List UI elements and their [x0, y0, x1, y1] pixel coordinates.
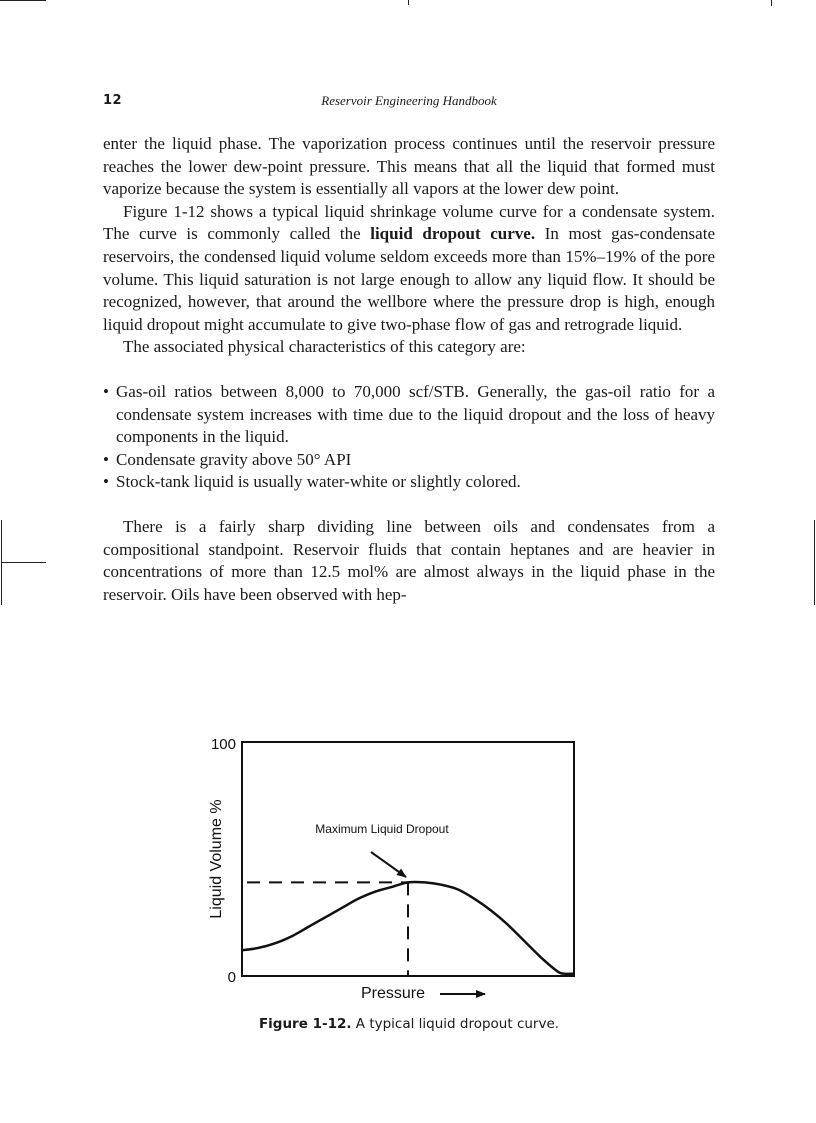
max-dropout-annotation: Maximum Liquid Dropout [315, 822, 449, 836]
x-axis-label: Pressure [360, 985, 426, 1002]
crop-mark-top-right [771, 0, 772, 6]
annotation-arrow [371, 852, 406, 877]
characteristics-list [103, 381, 715, 494]
list-item: • Gas-oil ratios between 8,000 to 70,000 scf/STB. Generally, the gas-oil ratio for a condensate system increases with time due to the liquid dropout and the loss of heavy components in the liquid. [103, 381, 715, 449]
figure-label: Figure 1-12. [258, 1016, 352, 1032]
page-number: 12 [103, 93, 123, 108]
paragraph-1: enter the liquid phase. The vaporization process continues until the reservoir pressure reaches the lower dew-point pressure. This means that all the liquid that formed must vaporize because the system is essentially all vapors at the lower dew point. [103, 134, 715, 199]
paragraph-2 [103, 201, 715, 337]
paragraph-3: The associated physical characteristics of this category are: [123, 337, 526, 357]
y-tick-label-min: 0 [227, 969, 236, 986]
liquid-dropout-chart [195, 725, 615, 1015]
book-title: Reservoir Engineering Handbook [321, 93, 497, 108]
figure-caption [103, 1016, 715, 1032]
crop-mark-top-center [408, 0, 409, 5]
liquid-dropout-term: liquid dropout curve. [370, 224, 536, 244]
list-item: • Stock-tank liquid is usually water-white or slightly colored. [103, 471, 715, 494]
y-tick-label-max: 100 [210, 736, 236, 753]
crop-mark-right-vertical [814, 520, 815, 605]
caption-text: A typical liquid dropout curve. [351, 1016, 560, 1032]
crop-mark-top-left [0, 0, 46, 1]
paragraph-2-start: Figure 1-12 shows a typical liquid shrinkage volume curve for a condensate system. The curve is commonly called the [103, 201, 715, 244]
paragraph-2-end: In most gas-condensate reservoirs, the condensed liquid volume seldom exceeds more than 15%–19% of the pore volume. This liquid saturation is not large enough to allow any liquid flow. It should be recognized, however, that around the wellbore where the pressure drop is high, enough liquid dropout might accumulate to give two-phase flow of gas and retrograde liquid. [103, 224, 715, 334]
crop-mark-left-horizontal [2, 562, 46, 563]
y-axis-label: Liquid Volume % [208, 799, 225, 919]
body-text [103, 133, 715, 606]
running-head [103, 93, 715, 111]
list-item: • Condensate gravity above 50° API [103, 449, 715, 472]
paragraph-4: There is a fairly sharp dividing line between oils and condensates from a compositional standpoint. Reservoir fluids that contain heptanes and are heavier in concentrations of more than 12.5 mol% are almost always in the liquid phase in the reservoir. Oils have been observed with hep- [103, 516, 715, 604]
